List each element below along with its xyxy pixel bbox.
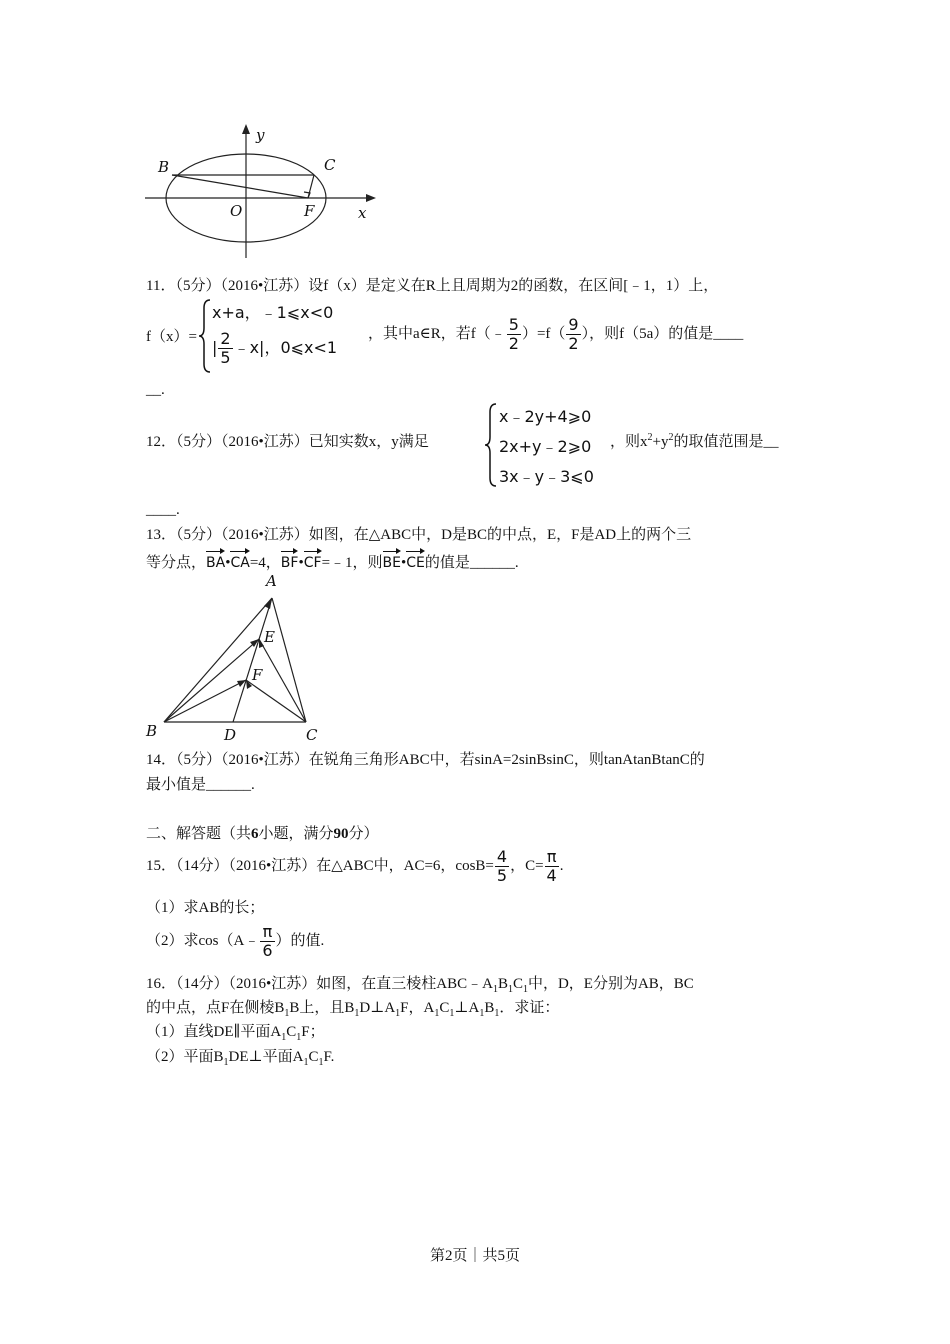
vector-bf: BF: [281, 549, 299, 573]
ellipse-figure: [140, 120, 380, 270]
q16-sub2: （2）平面$B_1DE\perp$平面$A_1C_1F$.: [146, 1049, 335, 1068]
vector-ca: CA: [230, 549, 249, 573]
q15-fraction-pi-4: $\frac{\pi}{4}$: [546, 847, 557, 886]
page-footer: 第2页｜共5页: [429, 1248, 520, 1264]
q12-brace: [484, 402, 498, 488]
vector-ce: CE: [406, 549, 425, 573]
label-b: B: [158, 158, 170, 176]
triangle-figure: [140, 570, 340, 745]
label-c2: C: [306, 726, 318, 744]
label-o: O: [230, 202, 243, 220]
q12-constraint2: 2x+y﹣2⩾0: [499, 437, 592, 456]
q12-constraint3: 3x﹣y﹣3⩽0: [499, 467, 594, 486]
label-e: E: [264, 628, 275, 646]
q14-line1: 14．（5分）（2016•江苏）在锐角三角形ABC中，若sinA=2sinBsinC，则tanAtanBtanC的: [146, 752, 705, 768]
q15-fraction-cosb: $\frac{4}{5}$: [496, 847, 508, 886]
q13-line2: 等分点，BA•CA=4，BF•CF=﹣1，则BE•CE的值是______.: [146, 549, 519, 573]
q14-line2: 最小值是______.: [146, 777, 255, 793]
q12-line2: ____.: [146, 502, 180, 518]
section-heading: 二、解答题（共6小题，满分90分）: [146, 826, 379, 842]
q11-piece1: x+a，﹣1⩽x<0: [212, 303, 334, 322]
label-b2: B: [146, 722, 158, 740]
q11-fraction-5-2: $\frac{5}{2}$: [508, 315, 519, 354]
q13-line1: 13．（5分）（2016•江苏）如图，在△ABC中，D是BC的中点，E，F是AD上的两个三: [146, 527, 692, 543]
q11-prefix: f（x）=: [146, 329, 197, 345]
label-y: y: [256, 126, 265, 144]
label-d: D: [224, 726, 237, 744]
q15-sub2: （2）求cos（A﹣ $\frac{\pi}{6}$ ）的值.: [146, 922, 325, 961]
q11-fraction-9-2: $\frac{9}{2}$: [568, 315, 579, 354]
vector-cf: CF: [304, 549, 322, 573]
label-x: x: [358, 204, 367, 222]
q15-fraction-pi-6: $\frac{\pi}{6}$: [262, 922, 273, 961]
q11-line1: 11．（5分）（2016•江苏）设f（x）是定义在R上且周期为2的函数，在区间[﹣1，1）上，: [146, 278, 719, 294]
vector-ba: BA: [206, 549, 225, 573]
q11-piece2-fraction: $\frac{2}{5}$: [220, 329, 231, 367]
q11-tail: ，其中a∈R，若f（﹣ $\frac{5}{2}$ ）=f（ $\frac{9}{2}$ ），则f（5a）的值是____: [368, 315, 744, 354]
q12-prefix: 12．（5分）（2016•江苏）已知实数x，y满足: [146, 434, 429, 450]
q15-line1: 15．（14分）（2016•江苏）在△ABC中，AC=6，cosB= $\frac{4}{5}$ ，C= $\frac{\pi}{4}$ .: [146, 847, 564, 886]
label-f2: F: [252, 666, 263, 684]
vector-be: BE: [383, 549, 401, 573]
q16-sub1: （1）直线DE∥平面$A_1C_1F$；: [146, 1024, 325, 1043]
label-a: A: [266, 572, 277, 590]
q11-line3: __.: [146, 382, 165, 398]
q12-constraint1: x﹣2y+4⩾0: [499, 407, 592, 426]
q11-piece2: | $\frac{2}{5}$ ﹣x|，0⩽x<1: [212, 329, 338, 367]
label-f: F: [304, 202, 315, 220]
q11-brace: [198, 298, 212, 374]
q16-line2: 的中点，点F在侧棱$B_1B$上，且$B_1D\perp A_1F$，$A_1C_1\perp A_1B_1$．求证：: [146, 1000, 560, 1019]
q12-tail: ，则$x^2+y^2$的取值范围是__: [610, 432, 779, 450]
label-c: C: [324, 156, 336, 174]
q15-sub1: （1）求AB的长；: [146, 900, 265, 916]
q16-line1: 16．（14分）（2016•江苏）如图，在直三棱柱$ABC﹣A_1B_1C_1$中，D，E分别为AB，BC: [146, 976, 694, 995]
